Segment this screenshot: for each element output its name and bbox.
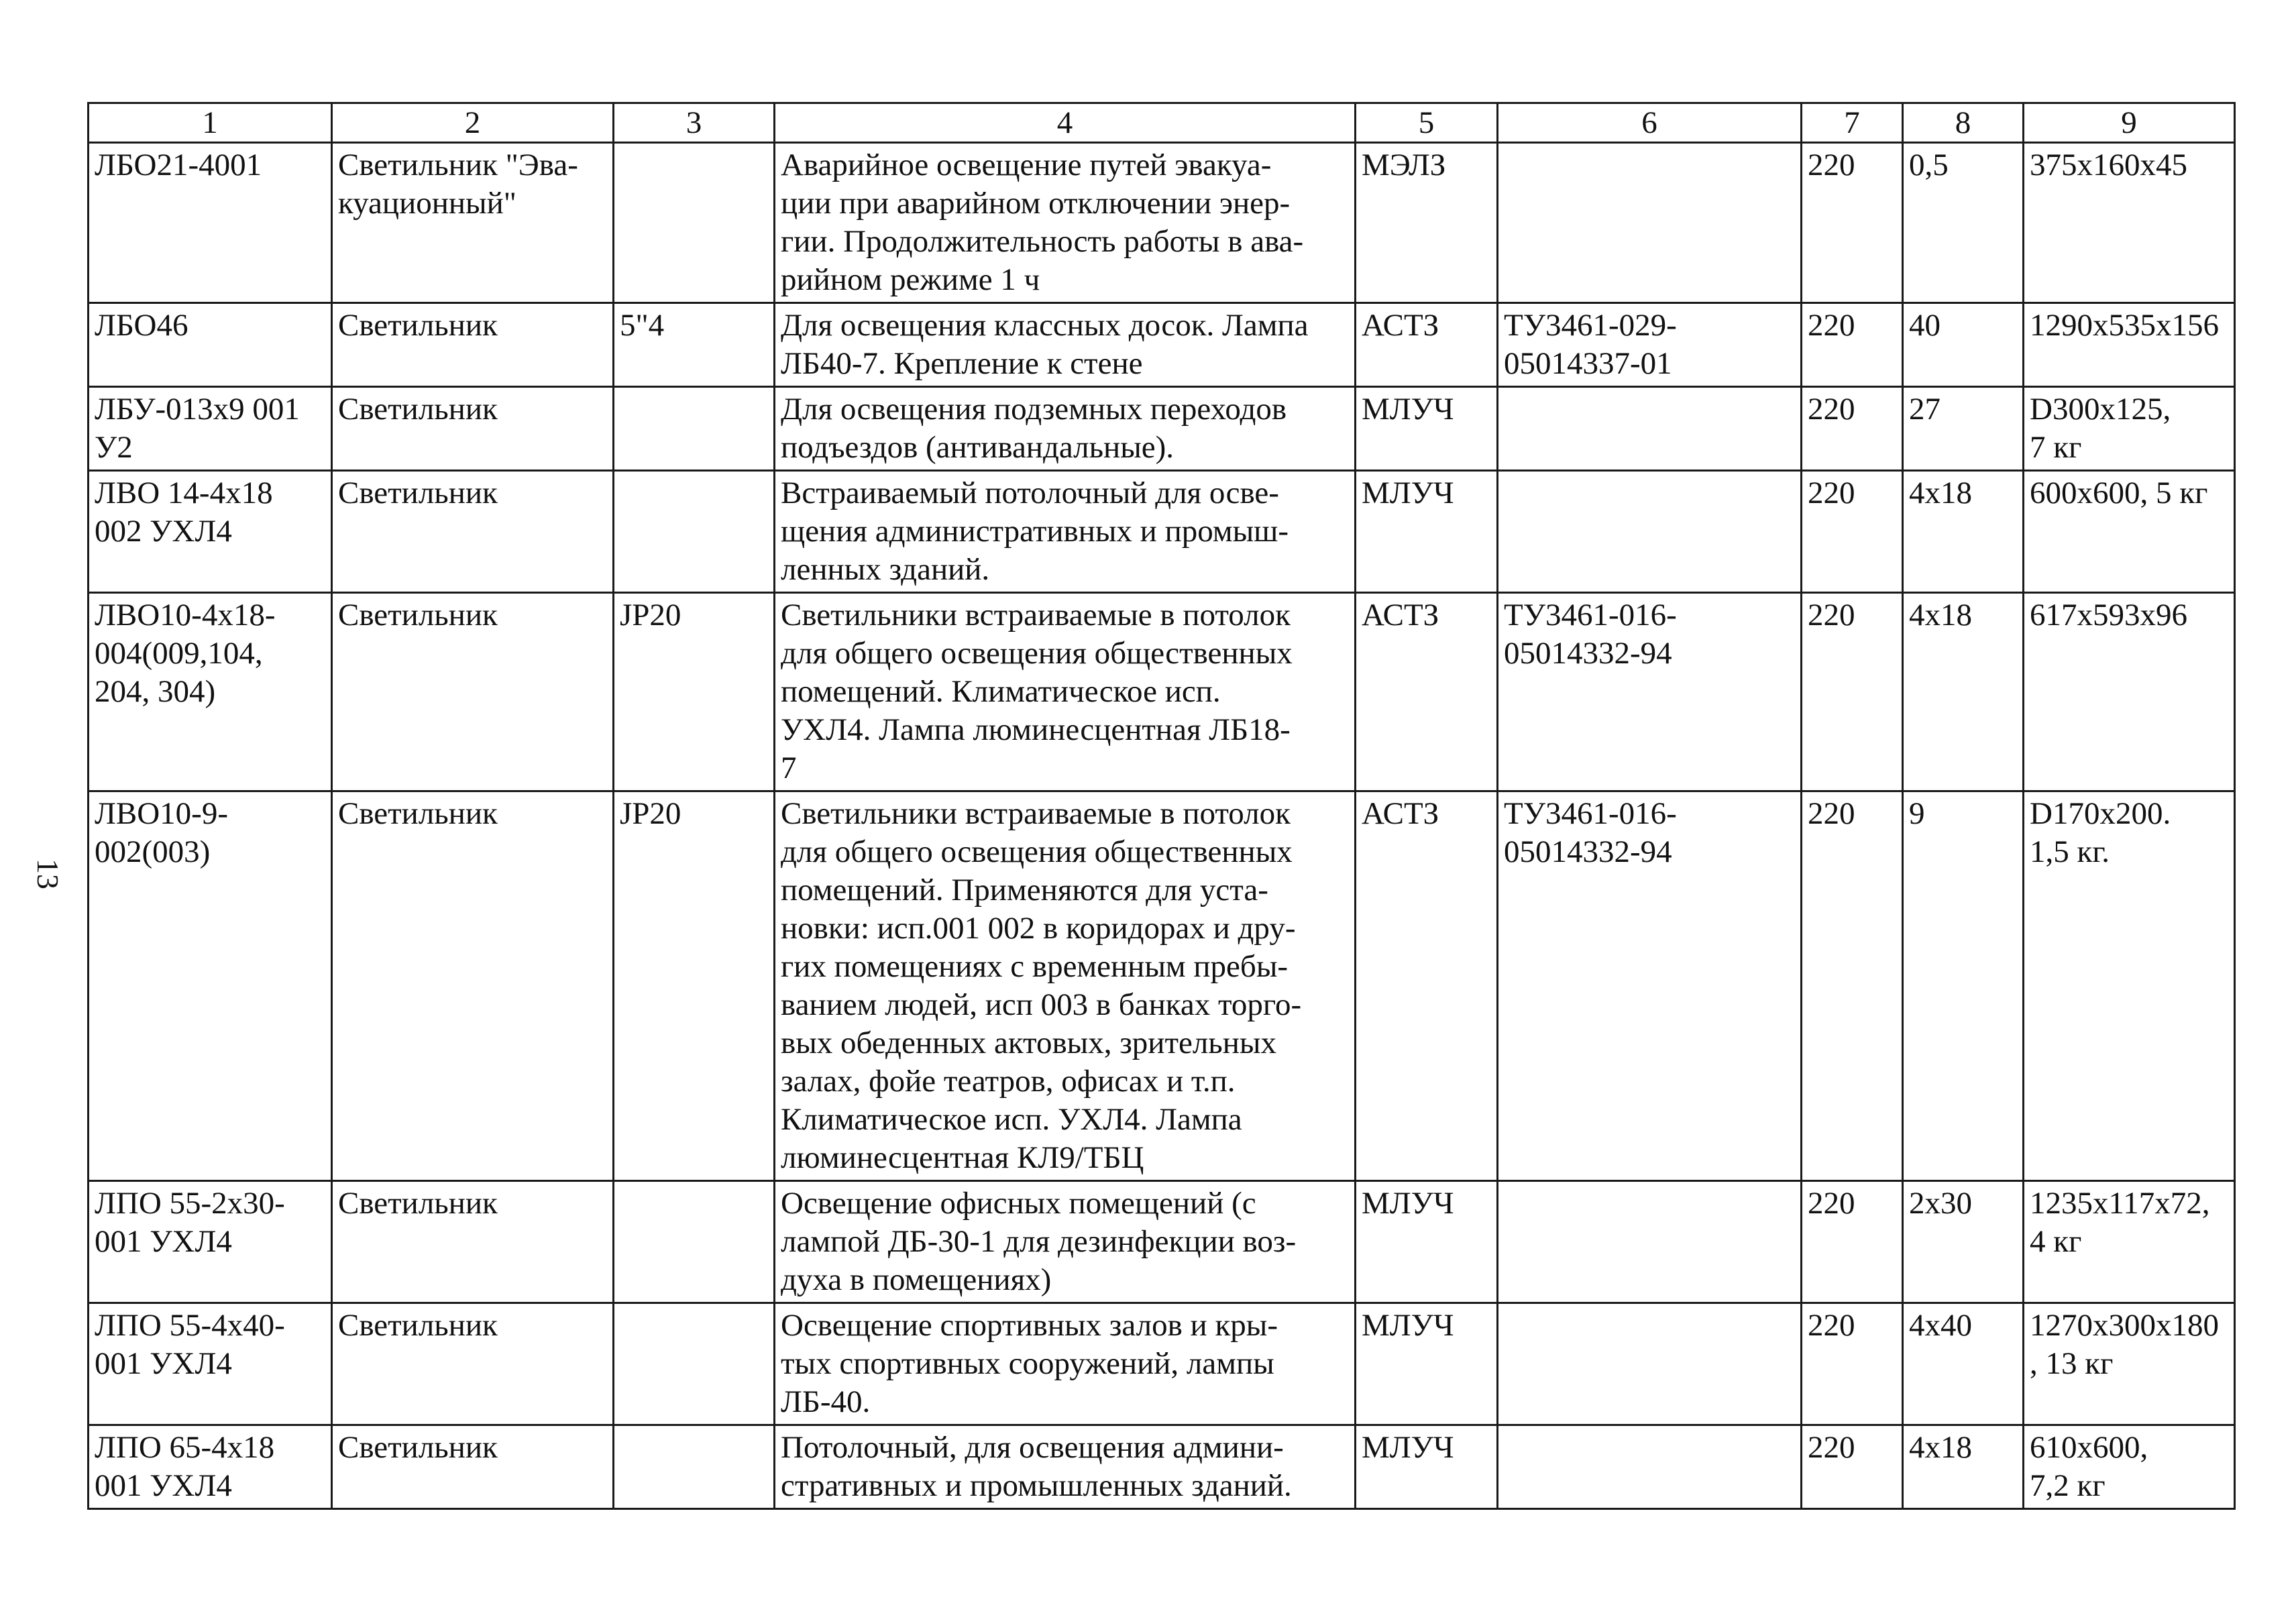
table-row — [89, 471, 2235, 593]
cell-dimensions: 375x160x45 — [2024, 143, 2235, 303]
cell-protection-class: 5"4 — [614, 303, 775, 387]
cell-description: Аварийное освещение путей эвакуа- ции при аварийном отключении энер- гии. Продолжительность работы в ава- рийном режиме 1 ч — [775, 143, 1356, 303]
table-row — [89, 387, 2235, 471]
cell-manufacturer: АСТЗ — [1356, 303, 1498, 387]
cell-description: Светильники встраиваемые в потолок для общего освещения общественных помещений. Применяются для уста- новки: исп.001 002 в коридорах и дру- гих помещениях с временным пребы- ванием людей, исп 003 в банках торго- вых обеденных актовых, зрительных залах, фойе театров, офисах и т.п. Климатическое исп. УХЛ4. Лампа люминесцентная КЛ9/ТБЦ — [775, 791, 1356, 1181]
cell-dimensions: 600x600, 5 кг — [2024, 471, 2235, 593]
column-header: 5 — [1356, 103, 1498, 143]
cell-power: 4x18 — [1903, 471, 2024, 593]
cell-spec-reference — [1498, 1303, 1802, 1425]
cell-power: 2x30 — [1903, 1181, 2024, 1303]
cell-description: Для освещения подземных переходов подъездов (антивандальные). — [775, 387, 1356, 471]
cell-protection-class — [614, 387, 775, 471]
cell-power: 0,5 — [1903, 143, 2024, 303]
cell-designation: ЛВО 14-4x18 002 УХЛ4 — [89, 471, 332, 593]
cell-power: 9 — [1903, 791, 2024, 1181]
cell-product-type: Светильник "Эва- куационный" — [332, 143, 614, 303]
table-row — [89, 143, 2235, 303]
cell-description: Светильники встраиваемые в потолок для общего освещения общественных помещений. Климатическое исп. УХЛ4. Лампа люминесцентная ЛБ18- 7 — [775, 593, 1356, 791]
cell-protection-class — [614, 143, 775, 303]
table-row — [89, 791, 2235, 1181]
cell-dimensions: 1270x300x180 , 13 кг — [2024, 1303, 2235, 1425]
cell-spec-reference — [1498, 1425, 1802, 1509]
table-row — [89, 593, 2235, 791]
column-header: 2 — [332, 103, 614, 143]
cell-dimensions: 610x600, 7,2 кг — [2024, 1425, 2235, 1509]
cell-power: 40 — [1903, 303, 2024, 387]
column-header: 4 — [775, 103, 1356, 143]
cell-product-type: Светильник — [332, 1425, 614, 1509]
cell-protection-class: JP20 — [614, 593, 775, 791]
cell-spec-reference: ТУ3461-029- 05014337-01 — [1498, 303, 1802, 387]
table-row — [89, 1303, 2235, 1425]
cell-designation: ЛВО10-9- 002(003) — [89, 791, 332, 1181]
cell-designation: ЛБО46 — [89, 303, 332, 387]
cell-spec-reference: ТУ3461-016- 05014332-94 — [1498, 791, 1802, 1181]
cell-description: Встраиваемый потолочный для осве- щения административных и промыш- ленных зданий. — [775, 471, 1356, 593]
header-row — [89, 103, 2235, 143]
cell-protection-class — [614, 1303, 775, 1425]
cell-dimensions: 1290x535x156 — [2024, 303, 2235, 387]
cell-designation: ЛПО 55-4x40- 001 УХЛ4 — [89, 1303, 332, 1425]
cell-power: 4x18 — [1903, 593, 2024, 791]
cell-product-type: Светильник — [332, 303, 614, 387]
cell-designation: ЛПО 55-2x30- 001 УХЛ4 — [89, 1181, 332, 1303]
table-row — [89, 1181, 2235, 1303]
cell-voltage: 220 — [1802, 303, 1903, 387]
table-row — [89, 303, 2235, 387]
cell-manufacturer: МЛУЧ — [1356, 471, 1498, 593]
cell-dimensions: D170x200. 1,5 кг. — [2024, 791, 2235, 1181]
cell-product-type: Светильник — [332, 387, 614, 471]
cell-description: Для освещения классных досок. Лампа ЛБ40-7. Крепление к стене — [775, 303, 1356, 387]
column-header: 7 — [1802, 103, 1903, 143]
cell-power: 4x18 — [1903, 1425, 2024, 1509]
cell-voltage: 220 — [1802, 1181, 1903, 1303]
cell-description: Освещение офисных помещений (с лампой ДБ-30-1 для дезинфекции воз- духа в помещениях) — [775, 1181, 1356, 1303]
cell-spec-reference: ТУ3461-016- 05014332-94 — [1498, 593, 1802, 791]
column-header: 1 — [89, 103, 332, 143]
luminaire-table — [87, 102, 2236, 1510]
cell-voltage: 220 — [1802, 387, 1903, 471]
cell-manufacturer: МЛУЧ — [1356, 1425, 1498, 1509]
table-body — [89, 143, 2235, 1509]
table-row — [89, 1425, 2235, 1509]
cell-dimensions: 617x593x96 — [2024, 593, 2235, 791]
cell-description: Освещение спортивных залов и кры- тых спортивных сооружений, лампы ЛБ-40. — [775, 1303, 1356, 1425]
column-header: 3 — [614, 103, 775, 143]
cell-spec-reference — [1498, 1181, 1802, 1303]
cell-voltage: 220 — [1802, 1425, 1903, 1509]
cell-manufacturer: МЭЛЗ — [1356, 143, 1498, 303]
cell-protection-class: JP20 — [614, 791, 775, 1181]
cell-spec-reference — [1498, 387, 1802, 471]
cell-designation: ЛБУ-013x9 001 У2 — [89, 387, 332, 471]
cell-protection-class — [614, 471, 775, 593]
cell-description: Потолочный, для освещения админи- стративных и промышленных зданий. — [775, 1425, 1356, 1509]
cell-spec-reference — [1498, 471, 1802, 593]
cell-product-type: Светильник — [332, 791, 614, 1181]
column-header: 6 — [1498, 103, 1802, 143]
cell-product-type: Светильник — [332, 471, 614, 593]
cell-product-type: Светильник — [332, 1181, 614, 1303]
cell-manufacturer: МЛУЧ — [1356, 1181, 1498, 1303]
cell-designation: ЛПО 65-4x18 001 УХЛ4 — [89, 1425, 332, 1509]
cell-spec-reference — [1498, 143, 1802, 303]
cell-power: 27 — [1903, 387, 2024, 471]
cell-power: 4x40 — [1903, 1303, 2024, 1425]
cell-manufacturer: АСТЗ — [1356, 593, 1498, 791]
cell-voltage: 220 — [1802, 1303, 1903, 1425]
cell-dimensions: D300x125, 7 кг — [2024, 387, 2235, 471]
cell-dimensions: 1235x117x72, 4 кг — [2024, 1181, 2235, 1303]
page-number: 13 — [31, 859, 65, 889]
cell-voltage: 220 — [1802, 471, 1903, 593]
cell-designation: ЛВО10-4x18- 004(009,104, 204, 304) — [89, 593, 332, 791]
cell-protection-class — [614, 1425, 775, 1509]
cell-voltage: 220 — [1802, 593, 1903, 791]
cell-manufacturer: АСТЗ — [1356, 791, 1498, 1181]
column-header: 8 — [1903, 103, 2024, 143]
cell-protection-class — [614, 1181, 775, 1303]
cell-manufacturer: МЛУЧ — [1356, 387, 1498, 471]
cell-designation: ЛБО21-4001 — [89, 143, 332, 303]
cell-voltage: 220 — [1802, 791, 1903, 1181]
cell-voltage: 220 — [1802, 143, 1903, 303]
cell-product-type: Светильник — [332, 1303, 614, 1425]
column-header: 9 — [2024, 103, 2235, 143]
cell-manufacturer: МЛУЧ — [1356, 1303, 1498, 1425]
cell-product-type: Светильник — [332, 593, 614, 791]
